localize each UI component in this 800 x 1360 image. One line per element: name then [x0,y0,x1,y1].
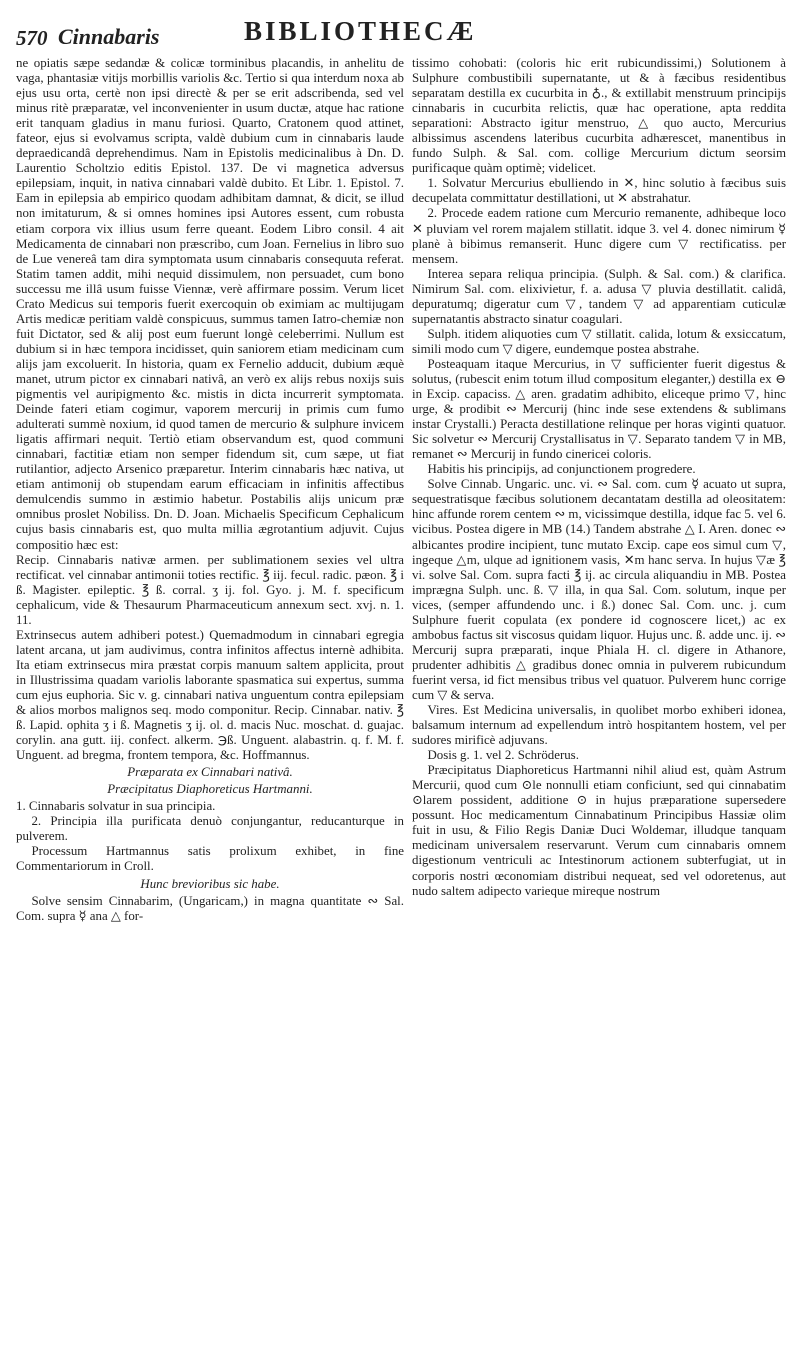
left-column [16,56,404,924]
paragraph: ne opiatis sæpe sedandæ & colicæ torminibus placandis, in anhelitu de vaga, phantasiæ vitijs morbillis variolis &c. Tertio si qua interdum noxa ab ejus usu orta, certè non ipsi directè & per se erit adscribenda, sed vel minus ritè præparatæ, vel inconvenienter in usum ductæ, atque hac ratione erit tanquam gladius in manu furiosi. Quarto, Cratonem quod attinet, fateor, ejus si evolvamus scripta, valdè dubium cum in cinnabaris laude depraedicandâ deprehendimus. Nam in Epistolis medicinalibus à Dn. D. Laurentio Scholtzio editis Epistol. 137. De vi magnetica adversus epilepsiam, inquit, in nativa cinnabari valdè dubito. Et Libr. 1. Epistol. 7. Eam in epilepsia ab empirico quodam adhibitam damnat, & dicit, se illud non imitaturum, & si omnes homines ipsi Autores essent, cum robusta etiam corpora vix illius usum ferre queant. Eodem Libro consil. 4 ait Medicamenta de cinnabari non præscribo, cum Joan. Fernelius in libro suo de Lue venereâ tam dira symptomata usum cinnabaris consequuta referat. Statim tamen addit, mihi nequid dissimulem, non persuadet, cum bono successu me illâ usum fuisse Viennæ, verè affirmare possim. Verum licet Crato Medicus sui temporis fuerit exercoquin ob eximiam ac multijugam Artis medicæ peritiam valdè conspicuus, summus tamen Iatro-chemiæ non fuit Dictator, sed & alij post eum fuerunt longè celeberrimi. Nullum est dubium si in hæc tempora incidisset, quin saniorem etiam medicinam cum alijs jam excoluerit. In historia, quam ex Fernelio adducit, dubium æquè manet, utrum pictor ex cinnabari nativâ, an verò ex alijs rebus noxijs suis pigmentis vel auripigmento &c. mistis in dicta incurrerit symptomata. Deinde fateri etiam cogimur, vaporem mercurij in primis cum fumo adulterati summè noxium, id quod tamen de mercurio & sulphure invicem ligatis affirmari nequit. Tertiò etiam observandum est, quod communi cinnabari, factitiæ etiam non semper fidendum sit, cum sæpe, ut fiat rutilantior, adjecto Arsenico præparetur. Interim cinnabaris hæc nativa, ut etiam antimonij ob stupendam earum efficaciam in infinitis affectibus demulcendis summo in æstimio habetur. Postabilis alijs unicum præ omnibus proslet Nobiliss. Dn. D. Joan. Michaelis Specificum Cephalicum cujus basis cinnabaris est, quo multa millia ægrotantium adjuvit. Cujus compositio hæc est: [16,56,404,552]
paragraph: Præcipitatus Diaphoreticus Hartmanni. [107,782,313,797]
paragraph: Vires. Est Medicina universalis, in quolibet morbo exhiberi idonea, balsamum internum ad expellendum intrò hospitantem hostem, vel per sudores mirificè adjuvans. [412,703,786,748]
paragraph: 2. Procede eadem ratione cum Mercurio remanente, adhibeque loco ✕ pluviam vel rorem majalem stillatit. idque 3. vel 4. donec nimirum ☿ planè à bibimus remanserit. Hunc digere cum ▽ rectificatiss. per mensem. [412,206,786,266]
paragraph: Sulph. itidem aliquoties cum ▽ stillatit. calida, lotum & exsiccatum, simili modo cum ▽ digere, eundemque postea abstrahe. [412,326,786,356]
paragraph: Posteaquam itaque Mercurius, in ▽ sufficienter fuerit digestus & solutus, (rubescit enim totum illud compositum eleganter,) destilla ex ⊖ in Excip. capaciss. △ aren. gradatim adhibito, eliceque primo ▽, hinc urge, & prodibit ∾ Mercurij (hinc inde sese extendens & sublimans instar Crystalli.) Peracta destillatione relinque per horas viginti quatuor. Sic solvetur ∾ Mercurij Crystallisatus in ▽. Separato tandem ▽ in MB, remanet ∾ Mercurij in fundo cinericei coloris. [412,356,786,462]
paragraph: Solve sensim Cinnabarim, (Ungaricam,) in magna quantitate ∾ Sal. Com. supra ☿ ana △ for- [16,893,404,923]
paragraph: Dosis g. 1. vel 2. Schröderus. [427,748,579,763]
paragraph: Processum Hartmannus satis prolixum exhibet, in fine Commentariorum in Croll. [16,844,404,874]
running-title: BIBLIOTHECÆ [244,16,477,46]
paragraph: Præparata ex Cinnabari nativâ. [127,765,293,780]
paragraph: Præcipitatus Diaphoreticus Hartmanni nihil aliud est, quàm Astrum Mercurii, quod cum ⊙le nonnulli etiam conficiunt, sed qui cinnabatim ⊙larem possident, additione ⊙ in hujus præparatione supersedere possunt. Hoc medicamentum Cinnabatinum Principibus Hassiæ olim fuit in usu, & Filio Regis Daniæ Duci Woldemar, illudque tanquam medicinam universalem reservarunt. Verum cum cinnabaris omnem digestionum ventriculi ac Intestinorum actionem subterfugiat, ut in corporis nostri œconomiam distribui nequeat, sed vel odoretenus, aut nudo saltem adipecto varieque mireque nostrum [412,763,786,898]
paragraph: Habitis his principijs, ad conjunctionem progredere. [427,462,696,477]
running-head: Cinnabaris [58,24,160,49]
right-column [412,56,786,899]
page-header [16,16,786,56]
paragraph: 2. Principia illa purificata denuò conjungantur, reducanturque in pulverem. [16,814,404,844]
page-number: 570 [16,26,48,50]
paragraph: tissimo cohobati: (coloris hic erit rubicundissimi,) Solutionem à Sulphure combustibili supernatante, ut & à fæcibus residentibus separatam destilla ex cucurbita in ♁., & extillabit menstruum principijs cinnabaris in cucurbita relictis, quæ hac operatione, apta reddita separationi: Abstracto igitur menstruo, △ quo aucto, Mercurius albissimus ascendens lateribus cucurbita adhærescet, manentibus in fundo Sulph. & Sal. com. collige Mercurium dictum seorsim purificaque quàm optimè; videlicet. [412,56,786,176]
paragraph: Extrinsecus autem adhiberi potest.) Quemadmodum in cinnabari egregia latent arcana, ut jam audivimus, contra infinitos affectus internè adhibita. Ita etiam extrinsecus mira præstat corpis manuum saltem applicita, prout in Illustrissima quadam variolis laborante spasmatica sui expertus, summa cum ejus euphoria. Sic v. g. cinnabari nativa unguentum contra epilepsiam & alios morbos malignos seq. modo componitur. Recip. Cinnabar. nativ. ℥ ß. Lapid. ophita ʒ i ß. Magnetis ʒ ij. ol. d. macis Nuc. moschat. d. guajac. corylin. ana gutt. iij. confect. alkerm. ℈ß. Unguent. alabastrin. q. f. M. f. Unguent. ad bregma, frontem tempora, &c. Hoffmannus. [16,627,404,763]
paragraph: Hunc brevioribus sic habe. [140,876,280,891]
paragraph: 1. Solvatur Mercurius ebulliendo in ✕, hinc solutio à fæcibus suis decupelata committatur destillationi, ut ✕ abstrahatur. [412,176,786,206]
paragraph: 1. Cinnabaris solvatur in sua principia. [16,799,216,814]
paragraph: Recip. Cinnabaris nativæ armen. per sublimationem sexies vel ultra rectificat. vel cinnabar antimonii toties rectific. ℥ iij. fecul. radic. pæon. ℥ i ß. Magister. epileptic. ℥ ß. corral. ʒ ij. fol. Gyo. j. M. f. specificum cephalicum, vide & Thesaurum Pharmaceuticum annexum sect. xvj. n. 1. 11. [16,552,404,627]
paragraph: Solve Cinnab. Ungaric. unc. vi. ∾ Sal. com. cum ☿ acuato ut supra, sequestratisque fæcibus solutionem decantatam destilla ad oleositatem: hinc affunde rorem centem ∾ m, vicissimque destilla, idque fac 5. vel 6. vicibus. Postea digere in MB (14.) Tandem abstrahe △ I. Aren. donec ∾ albicantes prodire incipient, tunc mutato Excip. cape eos simul cum ▽, ingeque △m, ulque ad ignitionem vasis, ✕m hanc serva. In hujus ▽æ ℥ vi. solve Sal. Com. supra facti ℥ ij. ac circula aliquandiu in MB. Postea imprægna Sulph. unc. ß. ▽ illa, in qua Sal. Com. solutum, inque per vices, (semper affundendo unc. i ß.) donec Sal. Com. unc. j. cum Sulphure fuerit copulata (ex pondere id cognoscere licet,) ac ex ambobus factus sit viscosus quidam liquor. Hujus unc. ß. adde unc. ij. ∾ Mercurij supra præparati, inque Phiala H. cl. digere in Athanore, prudenter adhibitis △ gradibus donec omnia in pulverem rubicundum fuerint versa, id fict mensibus tribus vel quatuor. Pulverem hunc corrige cum ▽ & serva. [412,477,786,702]
paragraph: Interea separa reliqua principia. (Sulph. & Sal. com.) & clarifica. Nimirum Sal. com. elixivietur, f. a. adusa ▽ pluvia destillatit. calidâ, depuratumq; digeratur cum ▽, tandem ▽ ad apparentiam cuticulæ supernatantis abstracto sinatur coagulari. [412,266,786,326]
